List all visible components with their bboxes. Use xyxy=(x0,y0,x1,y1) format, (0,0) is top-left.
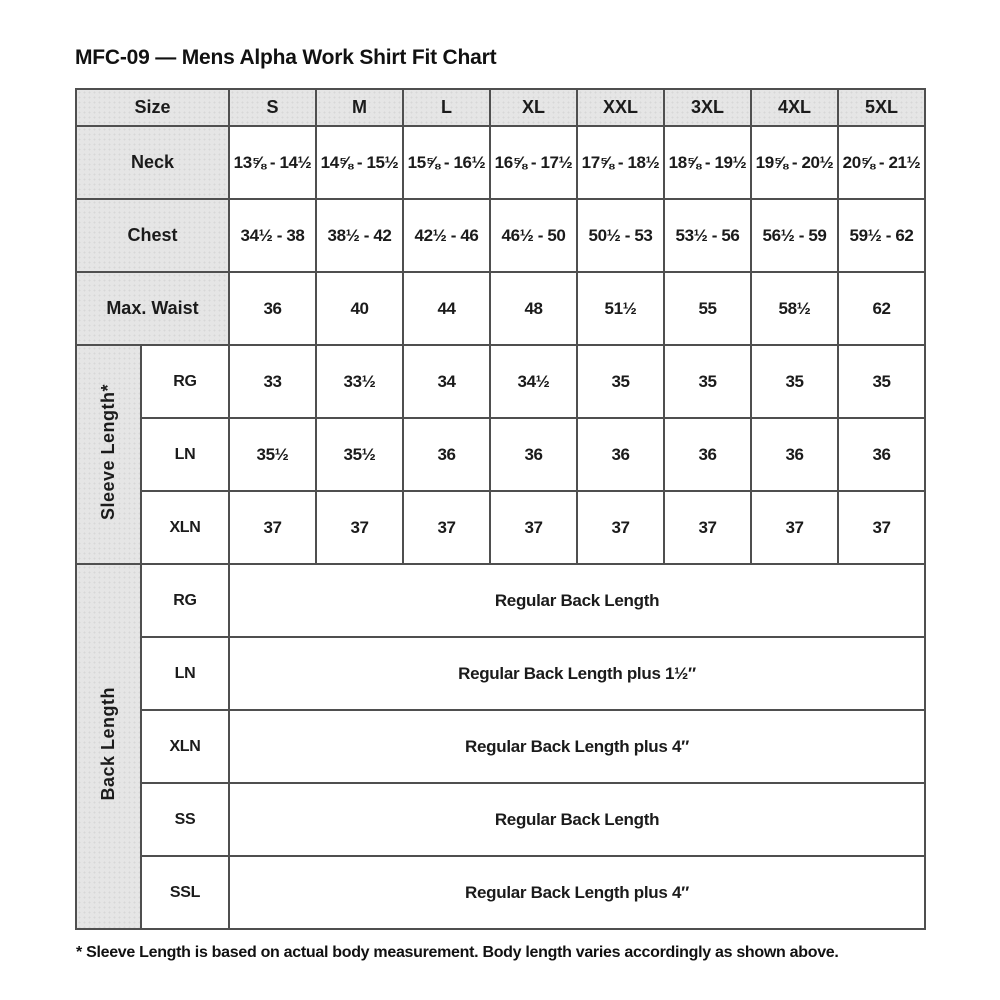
sleeve-ln-value: 36 xyxy=(751,418,838,491)
back-ss-row xyxy=(76,783,925,856)
max-waist-value: 62 xyxy=(838,272,925,345)
back-code-ssl: SSL xyxy=(141,856,229,929)
sleeve-xln-value: 37 xyxy=(577,491,664,564)
sleeve-rg-value: 35 xyxy=(838,345,925,418)
header-row xyxy=(76,89,925,126)
footnote: * Sleeve Length is based on actual body measurement. Body length varies accordingly as shown above. xyxy=(76,944,839,961)
sleeve-length-section-label xyxy=(76,345,141,564)
chest-value: 42½ - 46 xyxy=(403,199,490,272)
neck-value: 16⅝ - 17½ xyxy=(490,126,577,199)
sleeve-rg-value: 35 xyxy=(664,345,751,418)
back-ln-text: Regular Back Length plus 1½″ xyxy=(229,637,925,710)
sleeve-rg-value: 33½ xyxy=(316,345,403,418)
max-waist-value: 51½ xyxy=(577,272,664,345)
sleeve-length-vertical-label: Sleeve Length* xyxy=(98,383,118,521)
back-code-ss: SS xyxy=(141,783,229,856)
sleeve-xln-value: 37 xyxy=(229,491,316,564)
sleeve-xln-value: 37 xyxy=(664,491,751,564)
chest-value: 53½ - 56 xyxy=(664,199,751,272)
chest-value: 38½ - 42 xyxy=(316,199,403,272)
sleeve-code-rg: RG xyxy=(141,345,229,418)
sleeve-xln-value: 37 xyxy=(403,491,490,564)
sleeve-ln-value: 36 xyxy=(403,418,490,491)
back-length-section-label xyxy=(76,564,141,929)
sleeve-rg-value: 35 xyxy=(751,345,838,418)
chest-value: 50½ - 53 xyxy=(577,199,664,272)
back-rg-row xyxy=(76,564,925,637)
back-xln-text: Regular Back Length plus 4″ xyxy=(229,710,925,783)
sleeve-xln-value: 37 xyxy=(490,491,577,564)
page-title: MFC-09 — Mens Alpha Work Shirt Fit Chart xyxy=(75,46,497,69)
sleeve-rg-row xyxy=(76,345,925,418)
sleeve-ln-value: 36 xyxy=(664,418,751,491)
size-header-xl: XL xyxy=(490,89,577,126)
neck-value: 14⅝ - 15½ xyxy=(316,126,403,199)
sleeve-code-ln: LN xyxy=(141,418,229,491)
neck-value: 19⅝ - 20½ xyxy=(751,126,838,199)
sleeve-ln-value: 35½ xyxy=(229,418,316,491)
size-header-xxl: XXL xyxy=(577,89,664,126)
size-header-3xl: 3XL xyxy=(664,89,751,126)
back-ssl-row xyxy=(76,856,925,929)
back-ssl-text: Regular Back Length plus 4″ xyxy=(229,856,925,929)
back-ss-text: Regular Back Length xyxy=(229,783,925,856)
sleeve-rg-value: 33 xyxy=(229,345,316,418)
neck-value: 18⅝ - 19½ xyxy=(664,126,751,199)
sleeve-ln-value: 36 xyxy=(490,418,577,491)
back-rg-text: Regular Back Length xyxy=(229,564,925,637)
chest-row-label: Chest xyxy=(76,199,229,272)
max-waist-value: 58½ xyxy=(751,272,838,345)
size-header-l: L xyxy=(403,89,490,126)
sleeve-rg-value: 35 xyxy=(577,345,664,418)
back-ln-row xyxy=(76,637,925,710)
sleeve-xln-value: 37 xyxy=(316,491,403,564)
max-waist-value: 55 xyxy=(664,272,751,345)
chest-row xyxy=(76,199,925,272)
size-header-m: M xyxy=(316,89,403,126)
max-waist-value: 36 xyxy=(229,272,316,345)
sleeve-code-xln: XLN xyxy=(141,491,229,564)
max-waist-value: 44 xyxy=(403,272,490,345)
size-header-5xl: 5XL xyxy=(838,89,925,126)
max-waist-value: 48 xyxy=(490,272,577,345)
size-corner-header: Size xyxy=(76,89,229,126)
back-xln-row xyxy=(76,710,925,783)
sleeve-ln-value: 36 xyxy=(577,418,664,491)
back-code-xln: XLN xyxy=(141,710,229,783)
max-waist-value: 40 xyxy=(316,272,403,345)
size-header-s: S xyxy=(229,89,316,126)
neck-value: 13⅝ - 14½ xyxy=(229,126,316,199)
sleeve-ln-row xyxy=(76,418,925,491)
sleeve-ln-value: 36 xyxy=(838,418,925,491)
back-code-rg: RG xyxy=(141,564,229,637)
chest-value: 59½ - 62 xyxy=(838,199,925,272)
back-length-vertical-label: Back Length xyxy=(98,687,118,801)
neck-row xyxy=(76,126,925,199)
sleeve-rg-value: 34 xyxy=(403,345,490,418)
max-waist-row-label: Max. Waist xyxy=(76,272,229,345)
back-code-ln: LN xyxy=(141,637,229,710)
neck-value: 20⅝ - 21½ xyxy=(838,126,925,199)
sleeve-xln-row xyxy=(76,491,925,564)
max-waist-row xyxy=(76,272,925,345)
fit-chart-table xyxy=(75,88,926,930)
chest-value: 46½ - 50 xyxy=(490,199,577,272)
neck-value: 15⅝ - 16½ xyxy=(403,126,490,199)
sleeve-rg-value: 34½ xyxy=(490,345,577,418)
sleeve-xln-value: 37 xyxy=(838,491,925,564)
chest-value: 56½ - 59 xyxy=(751,199,838,272)
sleeve-xln-value: 37 xyxy=(751,491,838,564)
sleeve-ln-value: 35½ xyxy=(316,418,403,491)
size-header-4xl: 4XL xyxy=(751,89,838,126)
chest-value: 34½ - 38 xyxy=(229,199,316,272)
neck-row-label: Neck xyxy=(76,126,229,199)
neck-value: 17⅝ - 18½ xyxy=(577,126,664,199)
